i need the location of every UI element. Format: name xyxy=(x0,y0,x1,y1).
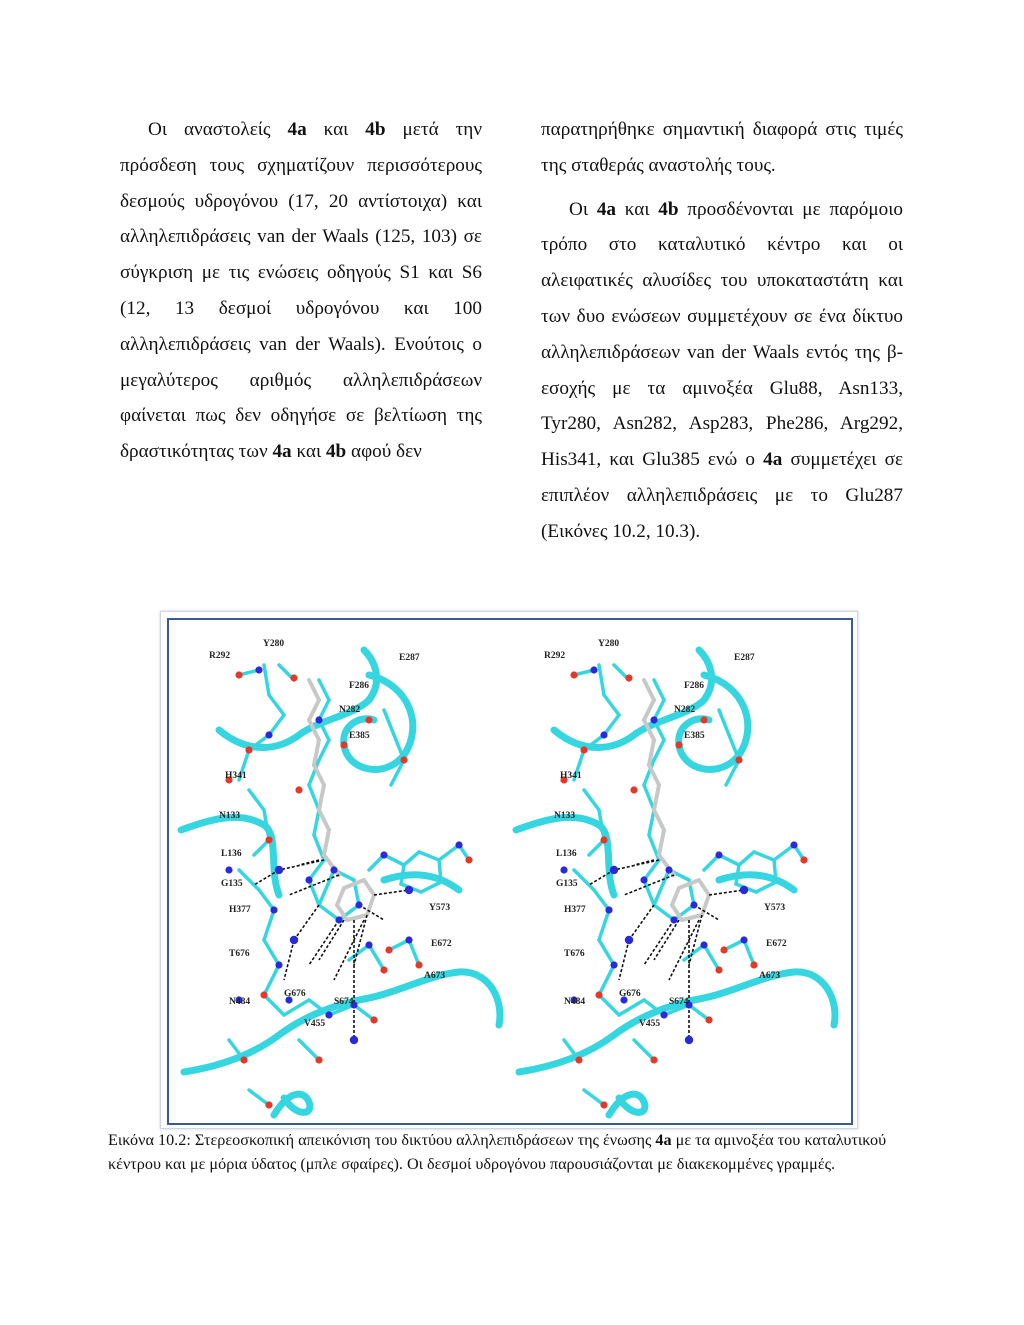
ligand-bond xyxy=(337,888,344,905)
oxygen-atom xyxy=(260,991,267,998)
residue-label: T676 xyxy=(564,949,585,959)
residue-bond xyxy=(319,740,329,760)
oxygen-atom xyxy=(380,966,387,973)
ligand-bond xyxy=(319,785,324,810)
stereo-left-view xyxy=(181,639,500,1115)
residue-label: N282 xyxy=(674,705,696,715)
residue-bond xyxy=(264,665,269,695)
residue-bond xyxy=(314,810,319,835)
text-run: αφού δεν xyxy=(346,441,422,463)
hydrogen-bond xyxy=(689,915,702,965)
text-run: μετά την πρόσδεση τους σχηματίζουν περισσότερους δεσμούς υδρογόνου (17, 20 αντίστοιχα) και αλληλεπιδράσεις van der Waals (125, 103) σε σύγκριση με τις ενώσεις οδηγούς S1 και S6 (12, 13 δεσμοί υδρογόνου και 100 αλληλεπιδράσεις van der Waals). Ενούτοις ο μεγαλύτερος αριθμός αλληλεπιδράσεων φαίνεται πως δεν οδηγήσε σε βελτίωση της δραστικότητας των xyxy=(120,119,482,463)
residue-label: H377 xyxy=(564,905,586,915)
residue-label: G676 xyxy=(619,989,641,999)
text-run: και xyxy=(616,198,659,220)
residue-bond xyxy=(744,940,754,965)
residue-bond xyxy=(264,810,269,840)
text-run: προσδένονται με παρόμοιο τρόπο στο καταλυτικό κέντρο και οι αλειφατικές αλυσίδες του υποκαταστάτη και των δυο ενώσεων συμμετέχουν σε ένα δίκτυο αλληλεπιδράσεων van der Waals εντός της β-εσοχής με τα αμινοξέα Glu88, Asn133, Tyr280, Asn282, Asp283, Phe286, Arg292, His341, και Glu385 ενώ ο xyxy=(541,198,903,471)
residue-bond xyxy=(269,695,284,715)
text-run: Οι xyxy=(569,198,597,220)
residue-label: N133 xyxy=(554,811,576,821)
nitrogen-atom xyxy=(670,916,677,923)
right-paragraph-1: παρατηρήθηκε σημαντική διαφορά στις τιμές της σταθεράς αναστολής τους. xyxy=(541,119,903,176)
residue-label: G135 xyxy=(556,879,578,889)
residue-label: G135 xyxy=(221,879,243,889)
nitrogen-atom xyxy=(380,851,387,858)
residue-label: R292 xyxy=(544,651,566,661)
residue-label: N282 xyxy=(339,705,361,715)
oxygen-atom xyxy=(365,716,372,723)
residue-label: L136 xyxy=(221,849,242,859)
water-molecule xyxy=(350,1036,358,1044)
oxygen-atom xyxy=(240,1056,247,1063)
residue-label: V455 xyxy=(304,1019,326,1029)
oxygen-atom xyxy=(800,856,807,863)
protein-ribbon xyxy=(609,1094,645,1115)
residue-label: E287 xyxy=(734,653,755,663)
residue-bond xyxy=(319,680,329,700)
residue-label: F286 xyxy=(349,681,370,691)
residue-label: N484 xyxy=(229,997,251,1007)
residue-bond xyxy=(684,945,704,960)
ligand-bond xyxy=(347,915,367,920)
protein-ribbon xyxy=(384,875,459,890)
compound-label: 4a xyxy=(287,119,307,140)
residue-label: E672 xyxy=(431,939,452,949)
oxygen-atom xyxy=(400,756,407,763)
residue-label: N484 xyxy=(564,997,586,1007)
hydrogen-bond xyxy=(709,890,744,895)
oxygen-atom xyxy=(385,946,392,953)
oxygen-atom xyxy=(595,991,602,998)
oxygen-atom xyxy=(235,671,242,678)
water-molecule xyxy=(740,886,748,894)
residue-label: H341 xyxy=(560,771,582,781)
residue-bond xyxy=(754,852,774,860)
residue-label: E385 xyxy=(684,731,705,741)
ligand-bond xyxy=(659,830,664,855)
ligand-bond xyxy=(367,895,374,915)
protein-ribbon xyxy=(719,875,794,890)
nitrogen-atom xyxy=(600,731,607,738)
water-molecule xyxy=(685,1036,693,1044)
ligand-bond xyxy=(324,830,329,855)
residue-bond xyxy=(249,1090,269,1105)
compound-label: 4b xyxy=(658,198,679,220)
water-molecule xyxy=(405,886,413,894)
residue-label: S674 xyxy=(669,997,689,1007)
residue-bond xyxy=(349,945,369,960)
compound-label: 4a xyxy=(596,198,616,220)
oxygen-atom xyxy=(650,1056,657,1063)
residue-bond xyxy=(404,852,419,865)
residue-label: E287 xyxy=(399,653,420,663)
residue-bond xyxy=(719,710,729,735)
oxygen-atom xyxy=(600,1101,607,1108)
residue-bond xyxy=(264,995,284,1015)
figure-caption xyxy=(108,1128,908,1176)
residue-bond xyxy=(774,860,776,882)
oxygen-atom xyxy=(265,836,272,843)
residue-bond xyxy=(736,865,739,884)
residue-bond xyxy=(599,810,604,840)
ligand-bond xyxy=(314,765,324,785)
oxygen-atom xyxy=(715,966,722,973)
nitrogen-atom xyxy=(605,906,612,913)
ligand-bond xyxy=(654,810,664,830)
residue-bond xyxy=(384,710,394,735)
compound-label: 4b xyxy=(365,119,386,140)
nitrogen-atom xyxy=(715,851,722,858)
protein-ribbon xyxy=(519,972,835,1072)
protein-ribbon xyxy=(274,1094,310,1115)
oxygen-atom xyxy=(315,1056,322,1063)
residue-bond xyxy=(249,790,264,810)
water-molecule xyxy=(275,866,283,874)
hydrogen-bond xyxy=(319,920,344,960)
left-paragraph xyxy=(120,112,482,470)
ligand-bond xyxy=(672,888,679,905)
residue-bond xyxy=(309,860,324,880)
oxygen-atom xyxy=(570,671,577,678)
residue-bond xyxy=(599,965,614,995)
residue-bond xyxy=(369,945,384,970)
nitrogen-atom xyxy=(665,866,672,873)
hydrogen-bond xyxy=(374,890,409,895)
nitrogen-atom xyxy=(275,961,282,968)
nitrogen-atom xyxy=(365,941,372,948)
text-run: και xyxy=(306,119,366,140)
residue-bond xyxy=(584,790,599,810)
residue-bond xyxy=(439,860,441,882)
oxygen-atom xyxy=(675,741,682,748)
residue-bond xyxy=(299,1040,319,1060)
residue-bond xyxy=(774,845,794,860)
water-molecule xyxy=(610,866,618,874)
residue-bond xyxy=(739,852,754,865)
ligand-bond xyxy=(682,915,702,920)
right-text-column xyxy=(541,112,903,550)
residue-label: Y573 xyxy=(429,903,451,913)
residue-bond xyxy=(649,810,654,835)
ligand-bond xyxy=(644,680,654,700)
nitrogen-atom xyxy=(355,901,362,908)
residue-bond xyxy=(634,1040,654,1060)
residue-bond xyxy=(756,882,776,892)
nitrogen-atom xyxy=(405,936,412,943)
hydrogen-bond xyxy=(654,920,679,960)
residue-label: F286 xyxy=(684,681,705,691)
residue-bond xyxy=(584,1090,604,1105)
residue-bond xyxy=(269,715,284,735)
residue-bond xyxy=(264,940,279,965)
residue-bond xyxy=(319,905,339,920)
hydrogen-bond xyxy=(634,860,654,865)
oxygen-atom xyxy=(465,856,472,863)
residue-label: E385 xyxy=(349,731,370,741)
hydrogen-bond xyxy=(619,940,629,980)
hydrogen-bond xyxy=(284,940,294,980)
nitrogen-atom xyxy=(790,841,797,848)
text-run: Οι αναστολείς xyxy=(148,119,288,140)
oxygen-atom xyxy=(600,836,607,843)
residue-label: Y280 xyxy=(598,639,620,649)
nitrogen-atom xyxy=(700,941,707,948)
residue-label: A673 xyxy=(759,971,781,981)
nitrogen-atom xyxy=(330,866,337,873)
residue-bond xyxy=(654,905,674,920)
ligand-bond xyxy=(309,680,319,700)
residue-bond xyxy=(421,882,441,892)
residue-bond xyxy=(401,865,404,884)
water-molecule xyxy=(625,936,633,944)
hydrogen-bond xyxy=(629,905,654,940)
residue-label: Y573 xyxy=(764,903,786,913)
residue-bond xyxy=(604,695,619,715)
ligand-bond xyxy=(699,880,709,895)
residue-bond xyxy=(599,910,609,940)
nitrogen-atom xyxy=(225,866,232,873)
protein-ribbon xyxy=(184,972,500,1072)
residue-label: R292 xyxy=(209,651,231,661)
text-run: και xyxy=(291,441,326,463)
residue-bond xyxy=(264,965,279,995)
residue-label: L136 xyxy=(556,849,577,859)
residue-bond xyxy=(319,870,334,905)
right-paragraph-2 xyxy=(541,192,903,550)
compound-label: 4a xyxy=(655,1131,672,1149)
residue-label: S674 xyxy=(334,997,354,1007)
text-run: συμμετέχει σε επιπλέον αλληλεπιδράσεις με το Glu287 (Εικόνες 10.2, 10.3). xyxy=(541,449,903,542)
nitrogen-atom xyxy=(690,901,697,908)
residue-bond xyxy=(409,940,419,965)
hydrogen-bond xyxy=(309,920,339,965)
compound-label: 4a xyxy=(272,441,292,463)
nitrogen-atom xyxy=(335,916,342,923)
oxygen-atom xyxy=(340,741,347,748)
residue-bond xyxy=(439,845,459,860)
nitrogen-atom xyxy=(315,716,322,723)
nitrogen-atom xyxy=(740,936,747,943)
oxygen-atom xyxy=(720,946,727,953)
oxygen-atom xyxy=(700,716,707,723)
nitrogen-atom xyxy=(325,1011,332,1018)
oxygen-atom xyxy=(245,746,252,753)
nitrogen-atom xyxy=(660,1011,667,1018)
nitrogen-atom xyxy=(650,716,657,723)
residue-bond xyxy=(309,785,319,810)
figure-frame xyxy=(160,611,858,1129)
residue-label: V455 xyxy=(639,1019,661,1029)
residue-label: Y280 xyxy=(263,639,285,649)
hydrogen-bond xyxy=(644,920,674,965)
residue-label: G676 xyxy=(284,989,306,999)
residue-bond xyxy=(599,665,604,695)
residue-bond xyxy=(264,910,274,940)
oxygen-atom xyxy=(295,786,302,793)
residue-label: H341 xyxy=(225,771,247,781)
stereo-view-svg xyxy=(169,620,851,1123)
nitrogen-atom xyxy=(255,666,262,673)
residue-label: T676 xyxy=(229,949,250,959)
text-run: με τα αμινοξέα του καταλυτικού κέντρου και με μόρια ύδατος (μπλε σφαίρες). Οι δεσμοί υδρογόνου παρουσιάζονται με διακεκομμένες γραμμές. xyxy=(108,1131,887,1173)
oxygen-atom xyxy=(415,961,422,968)
residue-label: H377 xyxy=(229,905,251,915)
oxygen-atom xyxy=(265,1101,272,1108)
compound-label: 4a xyxy=(763,449,783,471)
residue-bond xyxy=(654,740,664,760)
residue-bond xyxy=(644,860,659,880)
residue-bond xyxy=(704,945,719,970)
nitrogen-atom xyxy=(455,841,462,848)
residue-bond xyxy=(644,880,654,905)
hydrogen-bond xyxy=(299,860,319,865)
ligand-bond xyxy=(364,880,374,895)
oxygen-atom xyxy=(580,746,587,753)
caption-text xyxy=(108,1128,908,1176)
residue-bond xyxy=(644,785,654,810)
residue-bond xyxy=(419,852,439,860)
residue-label: E672 xyxy=(766,939,787,949)
residue-bond xyxy=(309,880,319,905)
residue-label: N133 xyxy=(219,811,241,821)
nitrogen-atom xyxy=(610,961,617,968)
residue-label: A673 xyxy=(424,971,446,981)
oxygen-atom xyxy=(625,674,632,681)
residue-bond xyxy=(689,1005,709,1020)
nitrogen-atom xyxy=(270,906,277,913)
ligand-bond xyxy=(654,785,659,810)
oxygen-atom xyxy=(630,786,637,793)
residue-bond xyxy=(654,870,669,905)
residue-bond xyxy=(604,715,619,735)
water-molecule xyxy=(290,936,298,944)
oxygen-atom xyxy=(575,1056,582,1063)
nitrogen-atom xyxy=(590,666,597,673)
residue-bond xyxy=(654,680,664,700)
hydrogen-bond xyxy=(294,905,319,940)
residue-bond xyxy=(594,890,609,910)
stereo-figure xyxy=(167,618,853,1125)
nitrogen-atom xyxy=(640,876,647,883)
oxygen-atom xyxy=(735,756,742,763)
hydrogen-bond xyxy=(354,915,367,965)
residue-bond xyxy=(599,940,614,965)
text-run: Εικόνα 10.2: Στερεοσκοπική απεικόνιση του δικτύου αλληλεπιδράσεων της ένωσης xyxy=(108,1131,656,1149)
oxygen-atom xyxy=(750,961,757,968)
residue-bond xyxy=(259,890,274,910)
residue-bond xyxy=(599,995,619,1015)
oxygen-atom xyxy=(290,674,297,681)
residue-bond xyxy=(354,1005,374,1020)
oxygen-atom xyxy=(370,1016,377,1023)
nitrogen-atom xyxy=(305,876,312,883)
oxygen-atom xyxy=(705,1016,712,1023)
nitrogen-atom xyxy=(560,866,567,873)
ligand-bond xyxy=(649,765,659,785)
compound-label: 4b xyxy=(325,441,347,463)
ligand-bond xyxy=(702,895,709,915)
left-text-column xyxy=(120,112,482,470)
ligand-bond xyxy=(319,810,329,830)
nitrogen-atom xyxy=(265,731,272,738)
stereo-right-view xyxy=(516,639,835,1115)
